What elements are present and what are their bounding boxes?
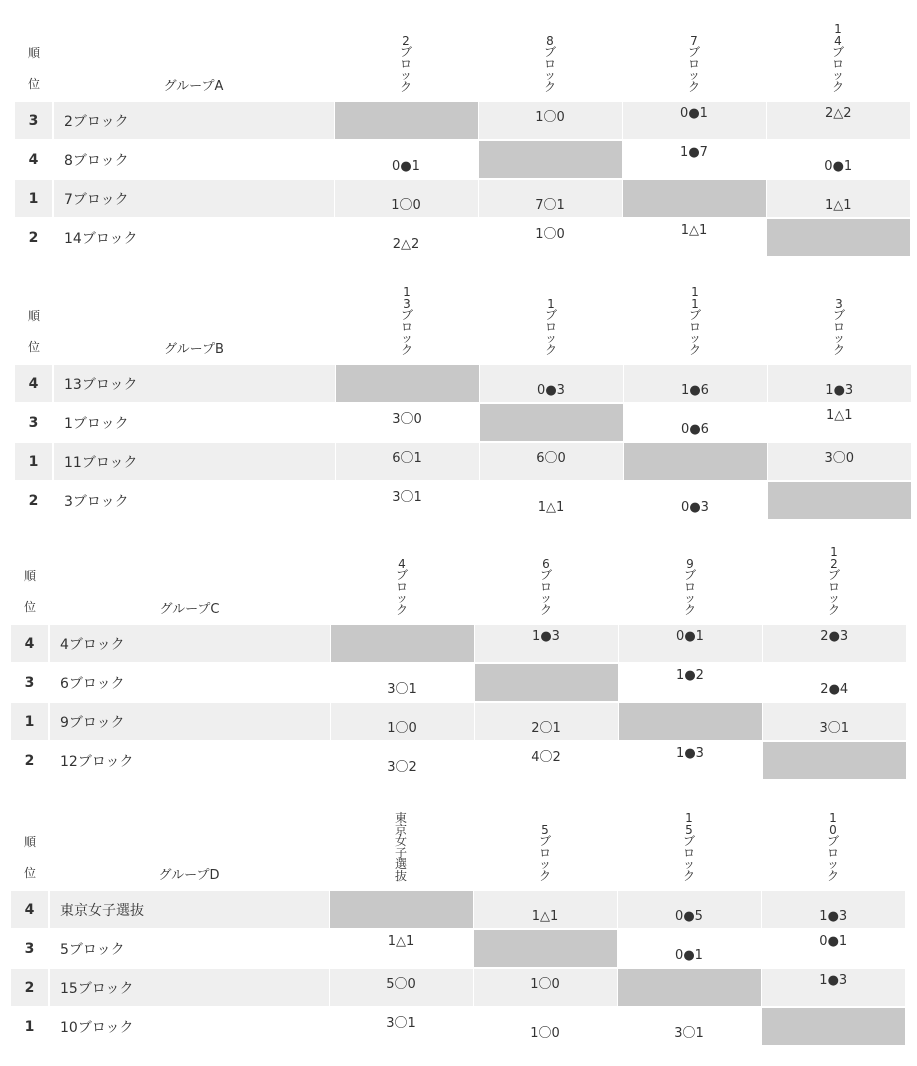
column-header <box>334 8 478 101</box>
table-row <box>11 702 906 741</box>
result-cell <box>761 890 905 929</box>
rank-header-line2: 位 <box>27 340 40 354</box>
table-row <box>15 218 910 256</box>
team-name: 12ブロック <box>49 741 330 779</box>
standings-table <box>15 272 911 519</box>
table-row <box>15 481 911 519</box>
rank-cell: 1 <box>15 179 53 218</box>
header-row <box>11 798 905 890</box>
match-score: 3〇0 <box>392 412 422 427</box>
match-score: 1●3 <box>676 746 704 761</box>
column-header-label: 8ブロック <box>544 33 557 94</box>
match-score: 0●3 <box>537 383 565 398</box>
self-match-cell <box>617 968 761 1007</box>
rank-cell: 4 <box>15 140 53 179</box>
match-score: 1●2 <box>676 668 704 683</box>
self-match-cell <box>618 702 762 741</box>
rank-header <box>15 272 53 364</box>
rank-header <box>11 530 49 624</box>
team-name: 10ブロック <box>49 1007 329 1045</box>
match-score: 1●6 <box>681 383 709 398</box>
result-cell <box>618 663 762 702</box>
match-score: 6〇0 <box>536 451 566 466</box>
result-cell <box>762 702 906 741</box>
match-score: 1△1 <box>531 909 559 924</box>
match-score: 1△1 <box>825 408 853 423</box>
group-0-table <box>15 8 910 256</box>
column-header <box>479 272 623 364</box>
column-header <box>622 8 766 101</box>
result-cell <box>329 968 473 1007</box>
match-score: 1△1 <box>537 500 565 515</box>
column-header <box>473 798 617 890</box>
column-header <box>330 530 474 624</box>
column-header-label: 9ブロック <box>684 556 697 617</box>
table-row <box>11 929 905 968</box>
match-score: 1〇0 <box>391 198 421 213</box>
table-row <box>11 968 905 1007</box>
match-score: 7〇1 <box>535 198 565 213</box>
group-name: グループB <box>164 342 224 357</box>
rank-header-line2: 位 <box>27 77 40 91</box>
self-match-cell <box>334 101 478 140</box>
rank-cell: 1 <box>15 442 53 481</box>
self-match-cell <box>761 1007 905 1045</box>
result-cell <box>622 101 766 140</box>
column-header-label: 3ブロック <box>833 296 846 357</box>
result-cell <box>479 364 623 403</box>
column-header-label: 2ブロック <box>400 33 413 94</box>
result-cell <box>622 140 766 179</box>
match-score: 1△1 <box>824 198 852 213</box>
match-score: 6〇1 <box>392 451 422 466</box>
result-cell <box>473 1007 617 1045</box>
rank-cell: 1 <box>11 702 49 741</box>
column-header-label: 東京女子選抜 <box>395 811 408 883</box>
team-name: 4ブロック <box>49 624 330 663</box>
match-score: 0●1 <box>819 934 848 949</box>
match-score: 1●3 <box>819 973 848 988</box>
result-cell <box>767 364 911 403</box>
rank-cell: 3 <box>15 403 53 442</box>
result-cell <box>473 890 617 929</box>
rank-header-line2: 位 <box>23 866 36 880</box>
team-name: 13ブロック <box>53 364 335 403</box>
result-cell <box>766 101 910 140</box>
column-header <box>767 272 911 364</box>
self-match-cell <box>474 663 618 702</box>
group-2-table <box>11 530 906 779</box>
group-1-table <box>15 272 911 519</box>
team-name: 15ブロック <box>49 968 329 1007</box>
result-cell <box>617 890 761 929</box>
result-cell <box>761 929 905 968</box>
match-score: 1●3 <box>825 383 854 398</box>
match-score: 0●3 <box>681 500 709 515</box>
column-header-label: 12ブロック <box>828 545 841 617</box>
column-header <box>761 798 905 890</box>
match-score: 3〇1 <box>386 1016 416 1031</box>
rank-cell: 2 <box>15 218 53 256</box>
rank-cell: 3 <box>11 929 49 968</box>
result-cell <box>762 624 906 663</box>
match-score: 0●6 <box>681 422 709 437</box>
result-cell <box>766 179 910 218</box>
table-row <box>15 442 911 481</box>
column-header-label: 7ブロック <box>688 33 701 94</box>
result-cell <box>767 442 911 481</box>
match-score: 0●1 <box>680 106 708 121</box>
match-score: 1△1 <box>680 223 708 238</box>
match-score: 1〇0 <box>535 227 565 242</box>
column-header-label: 13ブロック <box>401 285 414 357</box>
result-cell <box>335 403 479 442</box>
match-score: 3〇1 <box>387 682 417 697</box>
result-cell <box>618 741 762 779</box>
match-score: 2●4 <box>820 682 849 697</box>
table-row <box>11 741 906 779</box>
match-score: 1●3 <box>819 909 848 924</box>
match-score: 0●1 <box>392 159 420 174</box>
result-cell <box>622 218 766 256</box>
table-row <box>11 1007 905 1045</box>
table-row <box>11 663 906 702</box>
result-cell <box>617 1007 761 1045</box>
team-name: 3ブロック <box>53 481 335 519</box>
team-name: 7ブロック <box>53 179 334 218</box>
rank-header <box>15 8 53 101</box>
result-cell <box>767 403 911 442</box>
result-cell <box>478 218 622 256</box>
result-cell <box>330 663 474 702</box>
column-header-label: 14ブロック <box>832 22 845 94</box>
result-cell <box>330 702 474 741</box>
result-cell <box>623 364 767 403</box>
rank-cell: 1 <box>11 1007 49 1045</box>
table-row <box>15 364 911 403</box>
self-match-cell <box>473 929 617 968</box>
result-cell <box>623 403 767 442</box>
rank-cell: 4 <box>11 890 49 929</box>
result-cell <box>334 140 478 179</box>
match-score: 1〇0 <box>535 110 565 125</box>
result-cell <box>761 968 905 1007</box>
column-header-label: 4ブロック <box>396 556 409 617</box>
self-match-cell <box>478 140 622 179</box>
self-match-cell <box>622 179 766 218</box>
match-score: 2△2 <box>824 106 852 121</box>
group-name: グループC <box>159 602 220 617</box>
result-cell <box>335 442 479 481</box>
result-cell <box>473 968 617 1007</box>
result-cell <box>479 442 623 481</box>
rank-cell: 2 <box>11 741 49 779</box>
match-score: 4〇2 <box>531 750 561 765</box>
match-score: 0●1 <box>675 948 703 963</box>
result-cell <box>474 624 618 663</box>
self-match-cell <box>767 481 911 519</box>
match-score: 0●5 <box>675 909 703 924</box>
team-name: 8ブロック <box>53 140 334 179</box>
column-header <box>329 798 473 890</box>
self-match-cell <box>766 218 910 256</box>
result-cell <box>474 702 618 741</box>
table-row <box>15 403 911 442</box>
table-row <box>15 179 910 218</box>
rank-header-line1: 順 <box>27 46 40 60</box>
result-cell <box>335 481 479 519</box>
match-score: 3〇1 <box>674 1026 704 1041</box>
group-3-table <box>11 798 905 1045</box>
rank-header-line2: 位 <box>23 600 36 614</box>
table-row <box>15 101 910 140</box>
match-score: 2●3 <box>820 629 849 644</box>
match-score: 3〇2 <box>387 760 417 775</box>
result-cell <box>478 179 622 218</box>
self-match-cell <box>623 442 767 481</box>
self-match-cell <box>329 890 473 929</box>
table-row <box>15 140 910 179</box>
rank-cell: 2 <box>15 481 53 519</box>
column-header <box>762 530 906 624</box>
column-header <box>335 272 479 364</box>
column-header <box>766 8 910 101</box>
match-score: 3〇1 <box>392 490 422 505</box>
team-name: 9ブロック <box>49 702 330 741</box>
match-score: 0●1 <box>676 629 704 644</box>
column-header-label: 6ブロック <box>540 556 553 617</box>
header-row <box>15 272 911 364</box>
column-header-label: 1ブロック <box>545 296 558 357</box>
group-name: グループD <box>158 868 220 883</box>
column-header <box>474 530 618 624</box>
self-match-cell <box>335 364 479 403</box>
team-name: 1ブロック <box>53 403 335 442</box>
rank-cell: 3 <box>15 101 53 140</box>
result-cell <box>334 179 478 218</box>
match-score: 1〇0 <box>530 977 560 992</box>
match-score: 1〇0 <box>530 1026 560 1041</box>
column-header-label: 15ブロック <box>683 811 696 883</box>
result-cell <box>329 1007 473 1045</box>
team-name: 14ブロック <box>53 218 334 256</box>
rank-cell: 2 <box>11 968 49 1007</box>
result-cell <box>623 481 767 519</box>
rank-cell: 4 <box>11 624 49 663</box>
result-cell <box>766 140 910 179</box>
match-score: 1〇0 <box>387 721 417 736</box>
standings-table <box>15 8 910 256</box>
column-header <box>623 272 767 364</box>
rank-header-line1: 順 <box>23 569 36 583</box>
standings-table <box>11 530 906 779</box>
header-row <box>11 530 906 624</box>
column-header-label: 10ブロック <box>827 811 840 883</box>
team-name: 東京女子選抜 <box>49 890 329 929</box>
team-name: 2ブロック <box>53 101 334 140</box>
result-cell <box>479 481 623 519</box>
result-cell <box>478 101 622 140</box>
self-match-cell <box>479 403 623 442</box>
rank-header-line1: 順 <box>27 309 40 323</box>
match-score: 2△2 <box>392 237 420 252</box>
column-header-label: 11ブロック <box>689 285 702 357</box>
match-score: 1●3 <box>532 629 560 644</box>
column-header <box>478 8 622 101</box>
header-row <box>15 8 910 101</box>
team-name: 5ブロック <box>49 929 329 968</box>
result-cell <box>762 663 906 702</box>
match-score: 3〇1 <box>819 721 850 736</box>
match-score: 3〇0 <box>824 451 855 466</box>
match-score: 1△1 <box>387 934 415 949</box>
group-name: グループA <box>163 79 224 94</box>
column-header <box>618 530 762 624</box>
standings-table <box>11 798 905 1045</box>
result-cell <box>474 741 618 779</box>
column-header-label: 5ブロック <box>539 822 552 883</box>
match-score: 1●7 <box>680 145 708 160</box>
team-name: 11ブロック <box>53 442 335 481</box>
result-cell <box>330 741 474 779</box>
table-row <box>11 624 906 663</box>
rank-cell: 3 <box>11 663 49 702</box>
result-cell <box>617 929 761 968</box>
self-match-cell <box>762 741 906 779</box>
self-match-cell <box>330 624 474 663</box>
rank-header <box>11 798 49 890</box>
table-row <box>11 890 905 929</box>
team-name: 6ブロック <box>49 663 330 702</box>
result-cell <box>618 624 762 663</box>
rank-header-line1: 順 <box>23 835 36 849</box>
rank-cell: 4 <box>15 364 53 403</box>
match-score: 0●1 <box>824 159 853 174</box>
match-score: 5〇0 <box>386 977 416 992</box>
match-score: 2〇1 <box>531 721 561 736</box>
column-header <box>617 798 761 890</box>
result-cell <box>329 929 473 968</box>
result-cell <box>334 218 478 256</box>
